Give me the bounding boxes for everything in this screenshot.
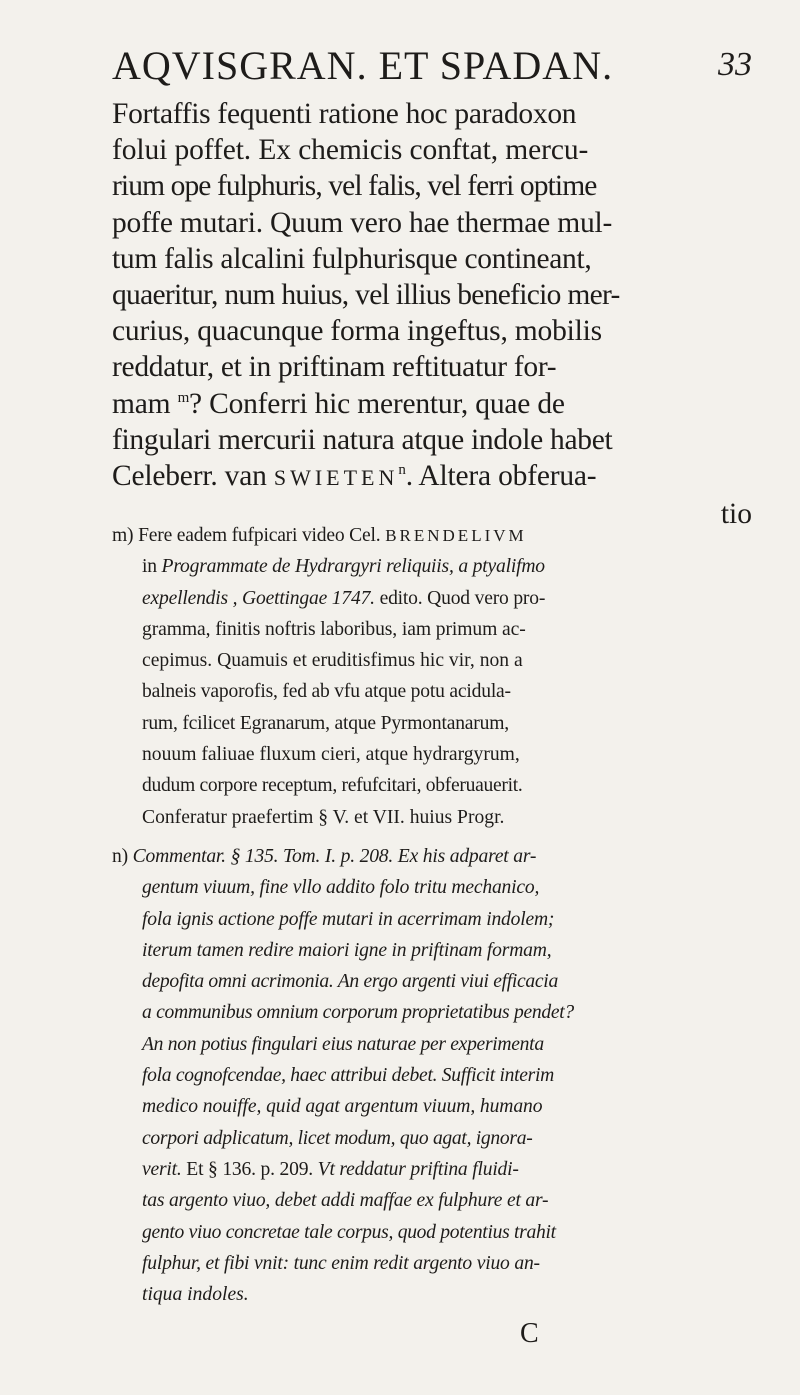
note-line: gentum viuum, fine vllo addito folo tritu mechanico, xyxy=(142,877,540,899)
note-line: balneis vaporofis, fed ab vfu atque potu acidula- xyxy=(142,681,511,703)
text-line: fingulari mercurii natura atque indole habet xyxy=(112,423,613,456)
note-line: gramma, finitis noftris laboribus, iam primum ac- xyxy=(142,618,526,640)
note-line: rum, fcilicet Egranarum, atque Pyrmontanarum, xyxy=(142,712,509,734)
text-line: rium ope fulphuris, vel falis, vel ferri optime xyxy=(112,170,597,203)
note-line: corpori adplicatum, licet modum, quo agat, ignora- xyxy=(142,1127,533,1149)
note-line: expellendis , Goettingae 1747. edito. Quod vero pro- xyxy=(142,587,546,609)
text-line: poffe mutari. Quum vero hae thermae mul- xyxy=(112,206,613,239)
note-line: m) Fere eadem fufpicari video Cel. BRENDELIVM xyxy=(112,525,527,546)
text-line: quaeritur, num huius, vel illius beneficio mer- xyxy=(112,279,620,312)
note-line: a communibus omnium corporum proprietatibus pendet? xyxy=(142,1002,574,1024)
footnote-m xyxy=(112,520,760,833)
footnote-mark-m: m xyxy=(177,389,190,406)
main-text xyxy=(112,96,752,532)
footnote-n xyxy=(112,841,760,1310)
note-line: An non potius fingulari eius naturae per experimenta xyxy=(142,1033,544,1055)
note-line: tas argento viuo, debet addi maffae ex fulphure et ar- xyxy=(142,1190,549,1212)
text-line: tum falis alcalini fulphurisque contineant, xyxy=(112,242,592,275)
note-line: fola ignis actione poffe mutari in acerrimam indolem; xyxy=(142,908,555,930)
note-line: dudum corpore receptum, refufcitari, obferuauerit. xyxy=(142,775,523,797)
cited-author: BRENDELIVM xyxy=(385,526,527,545)
note-line: cepimus. Quamuis et eruditisfimus hic vir, non a xyxy=(142,650,523,672)
text-line: curius, quacunque forma ingeftus, mobilis xyxy=(112,315,602,348)
running-title: AQVISGRAN. ET SPADAN. xyxy=(112,43,614,88)
text-line: folui poffet. Ex chemicis conftat, mercu- xyxy=(112,134,589,167)
page-number: 33 xyxy=(718,46,752,83)
note-line: iterum tamen redire maiori igne in priftinam formam, xyxy=(142,939,552,961)
note-line: fola cognofcendae, haec attribui debet. Sufficit interim xyxy=(142,1065,554,1087)
signature-mark: C xyxy=(520,1318,539,1349)
note-line: nouum faliuae fluxum cieri, atque hydrargyrum, xyxy=(142,744,520,766)
author-name: SWIETEN xyxy=(273,465,399,491)
note-line: Conferatur praefertim § V. et VII. huius Progr. xyxy=(142,806,505,828)
text-line: Celeberr. van SWIETEN$^n$. Altera obferua- xyxy=(112,460,597,493)
text-line: Fortaffis fequenti ratione hoc paradoxon xyxy=(112,98,577,130)
note-line: depofita omni acrimonia. An ergo argenti viui efficacia xyxy=(142,971,558,993)
running-head xyxy=(112,42,752,102)
note-line: fulphur, et fibi vnit: tunc enim redit argento viuo an- xyxy=(142,1252,540,1274)
text-line: reddatur, et in priftinam reftituatur for- xyxy=(112,351,557,384)
catchword: tio xyxy=(720,498,752,531)
note-line: in Programmate de Hydrargyri reliquiis, a ptyalifmo xyxy=(142,556,545,578)
note-line: verit. Et § 136. p. 209. Vt reddatur priftina fluidi- xyxy=(142,1158,519,1180)
footnote-mark-n: n xyxy=(398,462,406,479)
note-line: tiqua indoles. xyxy=(142,1284,249,1306)
note-line: gento viuo concretae tale corpus, quod potentius trahit xyxy=(142,1221,556,1243)
footnotes xyxy=(112,520,760,1310)
note-line: medico nouiffe, quid agat argentum viuum, humano xyxy=(142,1096,543,1118)
text-line: mam $^m$? Conferri hic merentur, quae de xyxy=(112,387,565,420)
note-line: n) Commentar. § 135. Tom. I. p. 208. Ex his adparet ar- xyxy=(112,845,537,867)
